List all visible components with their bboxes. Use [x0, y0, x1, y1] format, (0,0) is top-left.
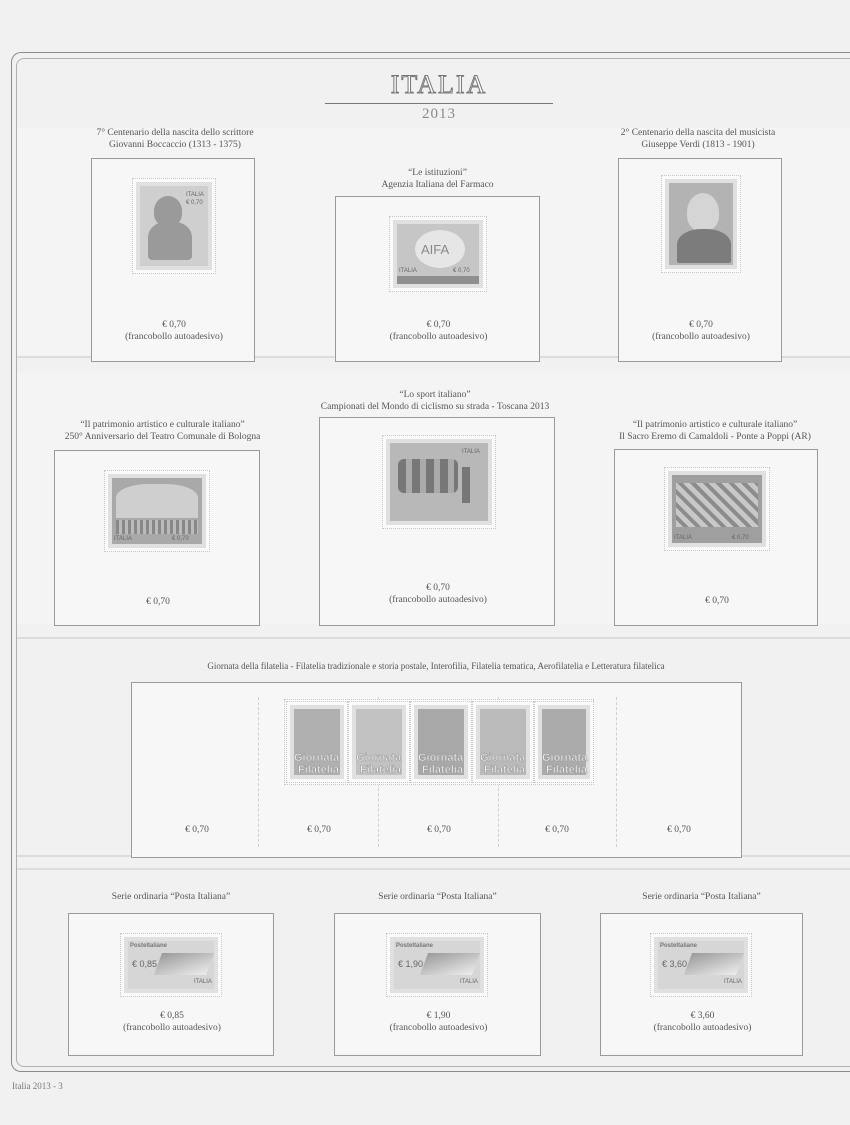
adhesive-note: (francobollo autoadesivo) [125, 332, 223, 342]
stamp-word: Filatelia [360, 764, 401, 776]
stamp-image [112, 478, 202, 544]
caption-verdi [598, 128, 798, 151]
stamp-image [294, 709, 340, 775]
stamp-word: Giornata [542, 752, 588, 764]
caption-camaldoli [600, 420, 830, 443]
caption-line: 2° Centenario della nascita del musicista [620, 128, 776, 138]
stamp-value-text: € 0,85 [132, 959, 158, 969]
value-block [55, 596, 261, 608]
face-value: € 0,70 [689, 320, 713, 330]
stamp-image [672, 475, 762, 543]
face-value: € 3,60 [690, 1011, 715, 1021]
strip-line-4 [17, 868, 850, 870]
stamp-banner [397, 276, 479, 284]
adhesive-note: (francobollo autoadesivo) [123, 1023, 221, 1033]
stamp-italia-text: ITALIA [194, 979, 212, 985]
face-value: € 0,70 [426, 583, 450, 593]
stamp-giornata-1 [287, 702, 347, 782]
face-value: € 0,70 [545, 825, 569, 835]
adhesive-note: (francobollo autoadesivo) [389, 595, 487, 605]
stamp-boccaccio [133, 179, 215, 273]
stamp-image [390, 443, 488, 521]
mount-giornata [131, 682, 742, 858]
mount-bologna [54, 450, 260, 626]
stamp-value-text: € 0,70 [186, 200, 203, 206]
caption-line: Giovanni Boccaccio (1313 - 1375) [109, 139, 241, 150]
face-value: € 0,70 [307, 825, 331, 835]
stamp-word: Filatelia [298, 764, 339, 776]
stamp-word: Filatelia [422, 764, 463, 776]
portrait-body [677, 229, 731, 263]
mount-aifa [335, 196, 540, 362]
caption-aifa [335, 168, 540, 191]
poste-logo: PosteItaliane [396, 943, 434, 949]
caption-posta-2: Serie ordinaria “Posta Italiana” [378, 892, 497, 902]
stamp-posta-1 [121, 934, 221, 996]
adhesive-note: (francobollo autoadesivo) [653, 1023, 752, 1033]
stamp-posta-3 [651, 934, 751, 996]
mount-posta-2 [334, 913, 541, 1056]
stamp-word: Giornata [418, 752, 464, 764]
stamp-image [128, 941, 214, 989]
stamp-image [394, 941, 480, 989]
stamp-verdi [662, 176, 740, 272]
face-value: € 0,70 [185, 825, 209, 835]
stamp-camaldoli [665, 468, 769, 550]
stamp-giornata-2 [349, 702, 409, 782]
stamp-value-text: € 3,60 [662, 959, 688, 969]
caption-ciclismo [300, 390, 570, 413]
stamp-italia-text: ITALIA [114, 536, 132, 542]
stamp-giornata-3 [411, 702, 471, 782]
stamp-word: Giornata [294, 752, 340, 764]
portrait-body [148, 222, 192, 260]
envelope-graphic [154, 953, 214, 975]
stamp-image [669, 183, 733, 265]
mount-posta-3 [600, 913, 803, 1056]
mount-ciclismo [319, 417, 555, 626]
stamp-value-text: € 0,70 [732, 535, 749, 541]
caption-line: Campionati del Mondo di ciclismo su strada - Toscana 2013 [320, 401, 550, 412]
face-value: € 0,70 [426, 320, 451, 330]
adhesive-note: (francobollo autoadesivo) [389, 1023, 488, 1033]
stamp-italia-text: ITALIA [186, 192, 204, 198]
caption-posta-1: Serie ordinaria “Posta Italiana” [111, 892, 231, 902]
poste-logo: PosteItaliane [660, 943, 698, 949]
stamp-image [418, 709, 464, 775]
caption-line: “Le istituzioni” [408, 168, 467, 178]
page-footer: Italia 2013 - 3 [12, 1081, 63, 1091]
title-rule [325, 103, 553, 104]
stamp-posta-2 [387, 934, 487, 996]
value-block [619, 319, 783, 343]
value-block [601, 1010, 804, 1034]
page-year: 2013 [422, 106, 456, 122]
face-value: € 0,85 [160, 1011, 184, 1021]
stamp-italia-text: ITALIA [399, 268, 417, 274]
caption-posta-3: Serie ordinaria “Posta Italiana” [642, 892, 761, 902]
stamp-value-text: € 0,70 [453, 268, 470, 274]
stamp-ciclismo [383, 436, 495, 528]
caption-line: Giuseppe Verdi (1813 - 1901) [641, 139, 755, 150]
caption-line: 250° Anniversario del Teatro Comunale di Bologna [64, 431, 261, 442]
aifa-logo: AIFA [421, 242, 450, 257]
stamp-word: Giornata [480, 752, 526, 764]
stamp-giornata-5 [535, 702, 593, 782]
value-block [336, 319, 541, 343]
face-value: € 0,70 [667, 825, 691, 835]
stamp-value-text: € 0,70 [172, 536, 189, 542]
caption-boccaccio [70, 128, 280, 151]
envelope-graphic [420, 953, 480, 975]
caption-line: Agenzia Italiana del Farmaco [381, 179, 494, 190]
adhesive-note: (francobollo autoadesivo) [652, 332, 750, 342]
stamp-italia-text: ITALIA [674, 535, 692, 541]
value-block [92, 319, 256, 343]
stamp-strip [284, 699, 594, 785]
stamp-image [658, 941, 744, 989]
stamp-aifa [390, 217, 486, 291]
value-block [335, 1010, 542, 1034]
stamp-image [542, 709, 586, 775]
value-block [69, 1010, 275, 1034]
tower [462, 467, 470, 503]
stamp-word: Giornata [356, 752, 402, 764]
cyclists [398, 459, 458, 493]
value-block [320, 582, 556, 606]
caption-line: “Il patrimonio artistico e culturale italiano” [80, 420, 245, 430]
strip-line-2 [17, 637, 850, 639]
stamp-italia-text: ITALIA [462, 449, 480, 455]
mount-camaldoli [614, 449, 818, 626]
stamp-image [397, 224, 479, 284]
face-value: € 0,70 [705, 596, 729, 606]
column-divider [258, 697, 259, 847]
hermitage-buildings [676, 483, 758, 527]
mount-verdi [618, 158, 782, 362]
poste-logo: PosteItaliane [130, 943, 168, 949]
stamp-word: Filatelia [484, 764, 525, 776]
stamp-word: Filatelia [546, 764, 587, 776]
mount-boccaccio [91, 158, 255, 362]
mount-posta-1 [68, 913, 274, 1056]
stamp-image [140, 186, 208, 266]
theatre-ceiling [116, 484, 198, 518]
column-divider [616, 697, 617, 847]
portrait-head [687, 193, 719, 231]
value-block [615, 595, 819, 607]
theatre-boxes [116, 520, 198, 534]
caption-line: “Il patrimonio artistico e culturale italiano” [632, 420, 798, 430]
envelope-graphic [684, 953, 744, 975]
face-value: € 0,70 [427, 825, 451, 835]
adhesive-note: (francobollo autoadesivo) [389, 332, 488, 342]
stamp-italia-text: ITALIA [460, 979, 478, 985]
caption-bologna [40, 420, 285, 443]
caption-line: Il Sacro Eremo di Camaldoli - Ponte a Poppi (AR) [619, 431, 811, 442]
face-value: € 1,90 [426, 1011, 451, 1021]
face-value: € 0,70 [162, 320, 186, 330]
stamp-giornata-4 [473, 702, 533, 782]
stamp-value-text: € 1,90 [398, 959, 424, 969]
caption-line: “Lo sport italiano” [399, 390, 471, 400]
stamp-image [480, 709, 526, 775]
page-title: ITALIA [390, 70, 488, 99]
caption-giornata: Giornata della filatelia - Filatelia tradizionale e storia postale, Interofilia, Filatelia tematica, Aerofilatelia e Letteratura filatelica [207, 661, 665, 671]
caption-line: 7° Centenario della nascita dello scrittore [96, 128, 254, 138]
stamp-italia-text: ITALIA [724, 979, 742, 985]
stamp-bologna [105, 471, 209, 551]
stamp-image [356, 709, 402, 775]
face-value: € 0,70 [146, 597, 170, 607]
